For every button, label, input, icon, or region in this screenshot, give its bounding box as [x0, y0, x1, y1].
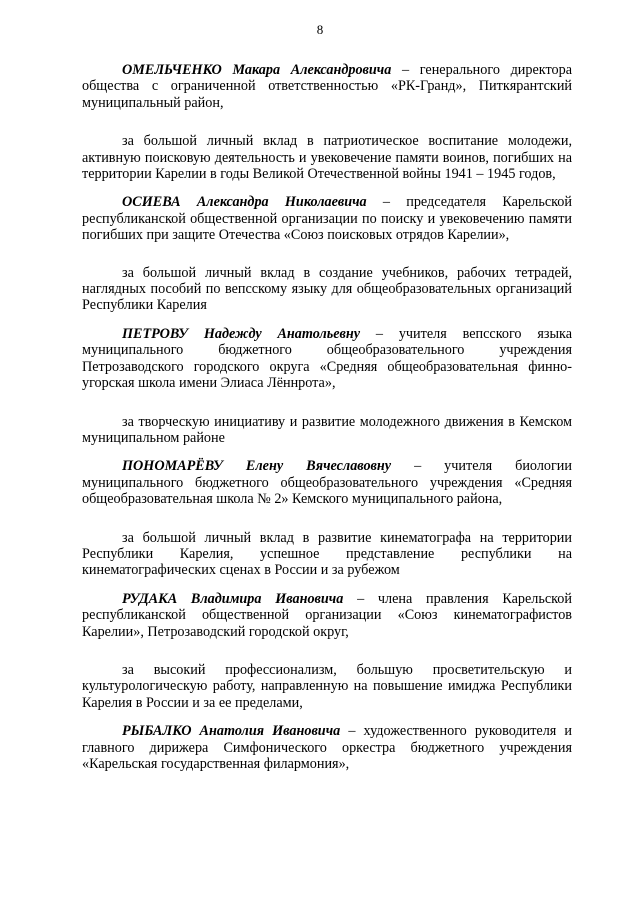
document-body — [82, 62, 572, 772]
award-reason: за творческую инициативу и развитие молодежного движения в Кемском муниципальном районе — [82, 413, 572, 446]
award-reason: за большой личный вклад в развитие кинематографа на территории Республики Карелия, успешное представление республики на кинематографических сценах в России и за рубежом — [82, 529, 572, 579]
award-reason: за большой личный вклад в патриотическое воспитание молодежи, активную поисковую деятельность и увековечение памяти воинов, погибших на территории Карелии в годы Великой Отечественной войны 1941 – 1945 годов, — [82, 133, 572, 183]
nominee-name: ОСИЕВА Александра Николаевича — [122, 194, 367, 211]
nominee-paragraph — [82, 591, 572, 640]
nominee-position: – генерального директора общества с ограниченной ответственностью «РК-Гранд», Питкярантский муниципальный район, — [82, 62, 572, 111]
nominee-name: РУДАКА Владимира Ивановича — [122, 590, 344, 607]
award-reason: за большой личный вклад в создание учебников, рабочих тетрадей, наглядных пособий по вепсскому языку для общеобразовательных организаций Республики Карелия — [82, 264, 572, 314]
page-number: 8 — [316, 22, 324, 37]
nominee-name: РЫБАЛКО Анатолия Ивановича — [122, 723, 341, 740]
nominee-position: – члена правления Карельской республиканской общественной организации «Союз кинематографистов Карелии», Петрозаводский городской округ, — [82, 590, 572, 640]
nominee-paragraph — [82, 458, 572, 507]
nominee-position: – учителя вепсского языка муниципального бюджетного общеобразовательного учреждения Петрозаводского городского округа «Средняя общеобразовательная финно-угорская школа имени Элиаса Лённрота», — [82, 325, 572, 392]
nominee-paragraph — [82, 62, 572, 111]
nominee-position: – учителя биологии муниципального бюджетного общеобразовательного учреждения «Средняя общеобразовательная школа № 2» Кемского муниципального района, — [82, 458, 572, 508]
nominee-paragraph — [82, 326, 572, 392]
nominee-position: – художественного руководителя и главного дирижера Симфонического оркестра бюджетного учреждения «Карельская государственная филармония», — [82, 723, 572, 772]
nominee-position: – председателя Карельской республиканской общественной организации по поиску и увековечению памяти погибших при защите Отечества «Союз поисковых отрядов Карелии», — [82, 194, 572, 244]
nominee-name: ОМЕЛЬЧЕНКО Макара Александровича — [122, 62, 392, 78]
award-reason: за высокий профессионализм, большую просветительскую и культурологическую работу, направленную на повышение имиджа Республики Карелия в России и за ее пределами, — [82, 661, 572, 711]
nominee-paragraph — [82, 194, 572, 243]
nominee-paragraph — [82, 723, 572, 772]
nominee-name: ПОНОМАРЁВУ Елену Вячеславовну — [122, 458, 392, 475]
nominee-name: ПЕТРОВУ Надежду Анатольевну — [122, 325, 361, 342]
